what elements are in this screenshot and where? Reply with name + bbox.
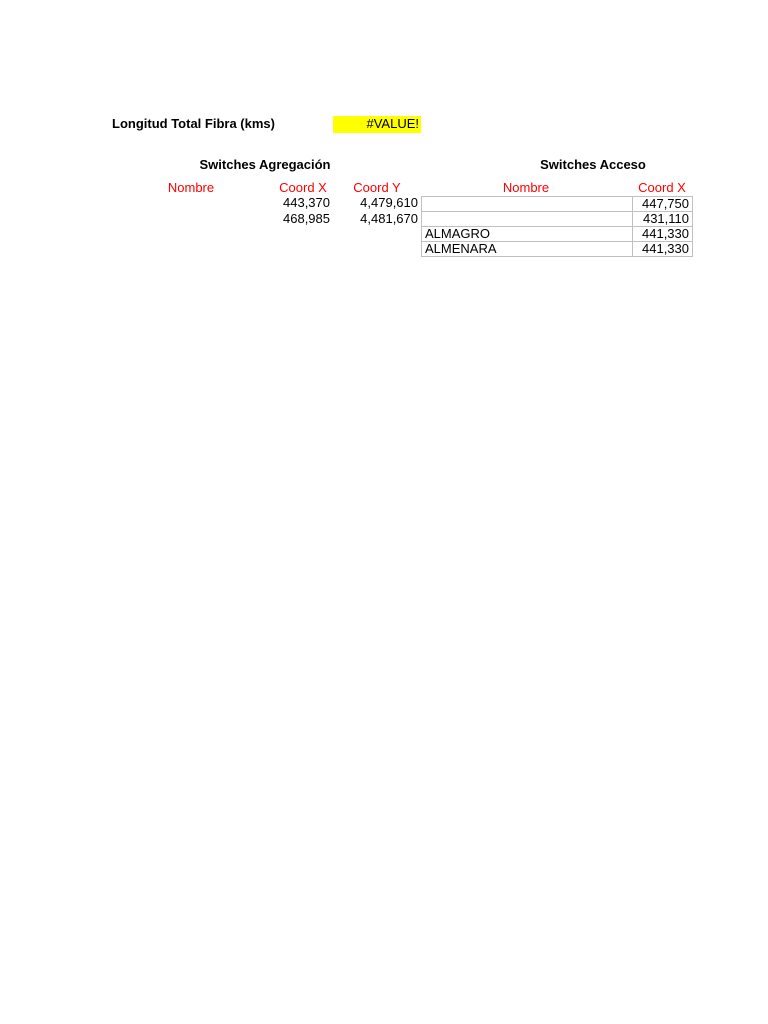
access-row-1-nombre[interactable] (421, 196, 633, 212)
aggregation-col-coord-y: Coord Y (353, 180, 401, 195)
access-row-3-nombre[interactable]: ALMAGRO (421, 226, 633, 242)
aggregation-row-2-coord-x[interactable]: 468,985 (283, 211, 330, 226)
access-row-2-coord-x[interactable]: 431,110 (632, 211, 693, 227)
total-fiber-length-value[interactable]: #VALUE! (333, 116, 421, 133)
aggregation-row-1-coord-y[interactable]: 4,479,610 (360, 195, 418, 210)
access-row-2-nombre[interactable] (421, 211, 633, 227)
access-row-3-coord-x[interactable]: 441,330 (632, 226, 693, 242)
access-col-coord-x: Coord X (638, 180, 686, 195)
aggregation-row-2-coord-y[interactable]: 4,481,670 (360, 211, 418, 226)
access-row-4-nombre[interactable]: ALMENARA (421, 241, 633, 257)
aggregation-col-coord-x: Coord X (279, 180, 327, 195)
aggregation-col-nombre: Nombre (167, 180, 215, 195)
aggregation-switches-title: Switches Agregación (199, 157, 331, 172)
total-fiber-length-label: Longitud Total Fibra (kms) (112, 116, 275, 131)
access-col-nombre: Nombre (502, 180, 550, 195)
aggregation-row-1-coord-x[interactable]: 443,370 (283, 195, 330, 210)
access-switches-title: Switches Acceso (540, 157, 646, 172)
access-row-1-coord-x[interactable]: 447,750 (632, 196, 693, 212)
access-row-4-coord-x[interactable]: 441,330 (632, 241, 693, 257)
